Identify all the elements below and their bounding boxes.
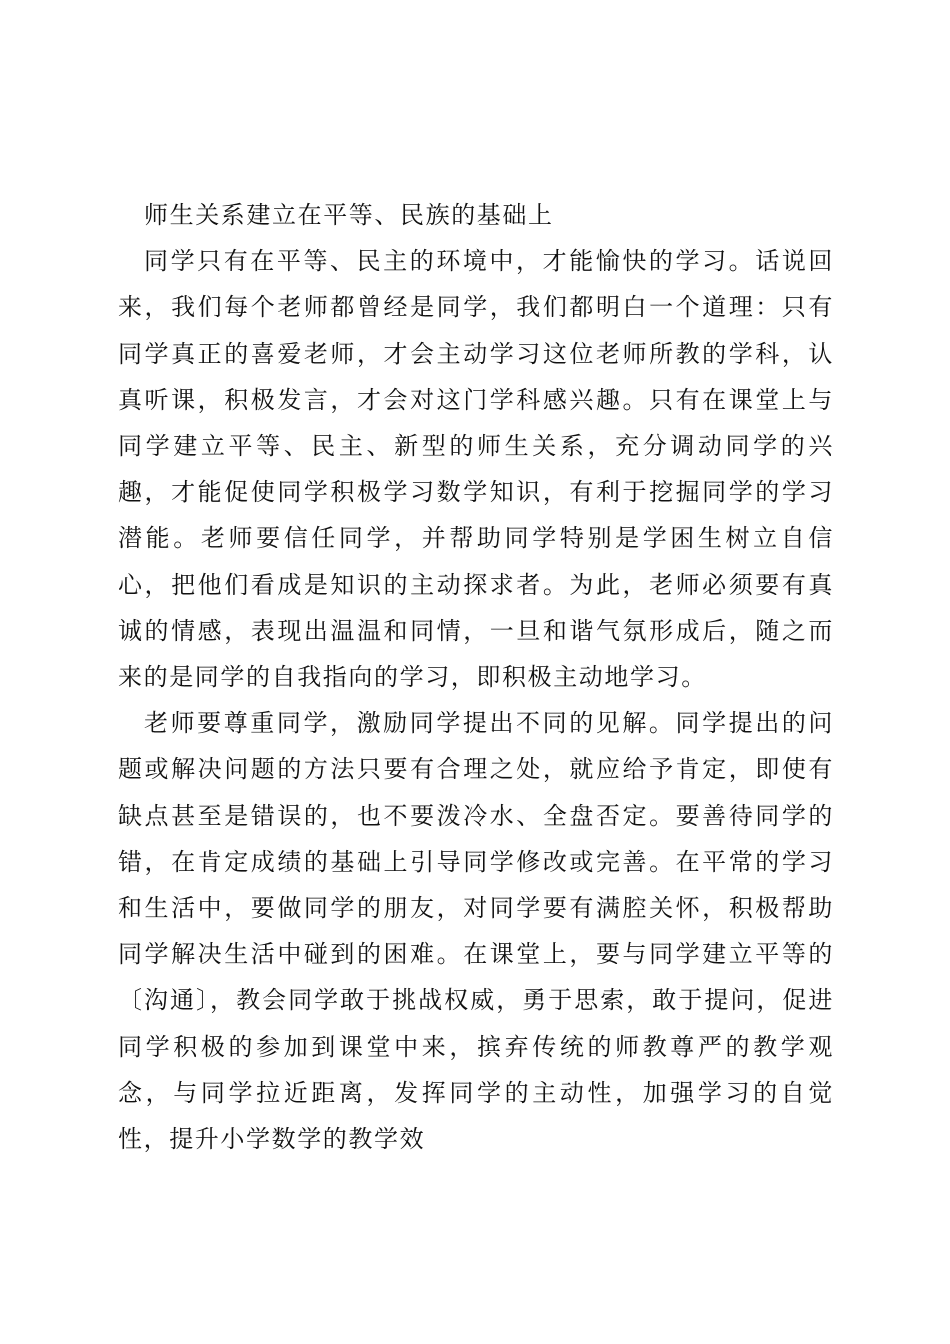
paragraph: 同学只有在平等、民主的环境中，才能愉快的学习。话说回来，我们每个老师都曾经是同学，我们都明白一个道理：只有同学真正的喜爱老师，才会主动学习这位老师所教的学科，认真听课，积极发言，才会对这门学科感兴趣。只有在课堂上与同学建立平等、民主、新型的师生关系，充分调动同学的兴趣，才能促使同学积极学习数学知识，有利于挖掘同学的学习潜能。老师要信任同学，并帮助同学特别是学困生树立自信心，把他们看成是知识的主动探求者。为此，老师必须要有真诚的情感，表现出温温和同情，一旦和谐气氛形成后，随之而来的是同学的自我指向的学习，即积极主动地学习。 <box>118 247 834 692</box>
section-heading: 师生关系建立在平等、民族的基础上 <box>144 201 554 229</box>
document-body <box>118 192 834 1162</box>
paragraph: 老师要尊重同学，激励同学提出不同的见解。同学提出的问题或解决问题的方法只要有合理之处，就应给予肯定，即使有缺点甚至是错误的，也不要泼冷水、全盘否定。要善待同学的错，在肯定成绩的基础上引导同学修改或完善。在平常的学习和生活中，要做同学的朋友，对同学要有满腔关怀，积极帮助同学解决生活中碰到的困难。在课堂上，要与同学建立平等的〔沟通〕，教会同学敢于挑战权威，勇于思索，敢于提问，促进同学积极的参加到课堂中来，摈弃传统的师教尊严的教学观念，与同学拉近距离，发挥同学的主动性，加强学习的自觉性，提升小学数学的教学效 <box>118 709 834 1154</box>
